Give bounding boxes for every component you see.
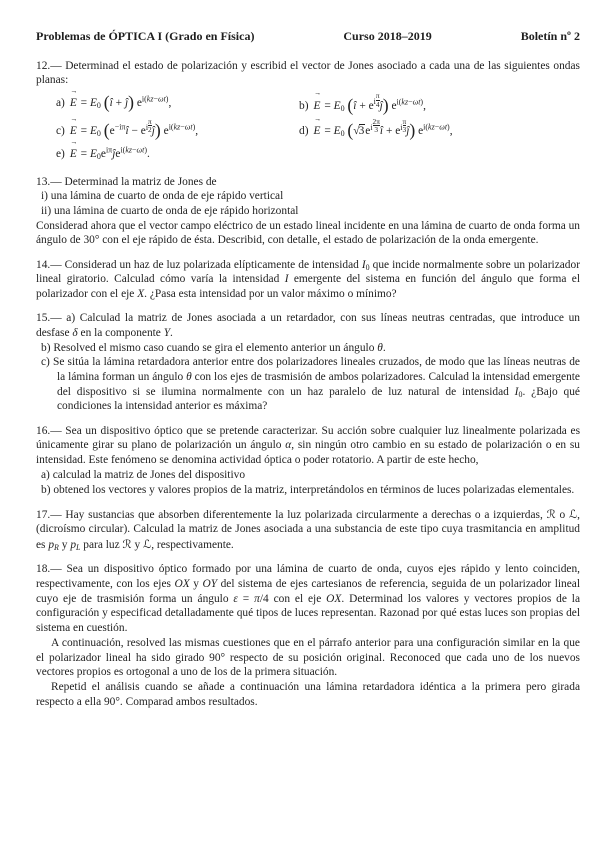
formula-12d (299, 118, 580, 143)
formula-12e-math: → $E = E_0e^{i\pi}ĵe^{i(kz-\omega t)}$. (70, 148, 150, 160)
problem-16 (36, 424, 580, 498)
formula-12b (299, 92, 580, 117)
page-body (36, 0, 580, 709)
formula-12a-label: a) (56, 97, 65, 110)
formula-12c-math: → $E = E_0$ ($e^{-i\pi}î - e^{i \frac{\pi}{2}}$ ĵ) $e^{i(kz-\omega t)}$, (70, 125, 198, 137)
header-bulletin: Boletín nº 2 (520, 29, 580, 43)
formula-12d-label: d) (299, 125, 309, 138)
problem-14-text: 14.— Considerad un haz de luz polarizada elípticamente de intensidad $I_0$ que incide normalmente sobre un polarizador lineal giratorio. Calculad cómo varía la intensidad I emergente del sistema en función del ángulo que forma el polarizador con el eje X. ¿Pasa esta intensidad por un valor máximo o mínimo? (36, 258, 580, 301)
formula-12c-label: c) (56, 125, 65, 138)
problem-13 (36, 175, 580, 249)
problem-15 (36, 311, 580, 414)
problem-18-para2: A continuación, resolved las mismas cuestiones que en el párrafo anterior para una configuración similar en la que el polarizador lineal ha sido girado 90° respecto de su posición original. Reconoced que cada uno de los nuevos vectores propios es ortogonal a uno de los de la primera situación. (36, 636, 580, 679)
problem-15-item-c: c) Se sitúa la lámina retardadora anterior entre dos polarizadores lineales cruzados, de modo que las líneas neutras de la lámina forman un ángulo θ con los ejes de trasmisión de ambos polarizadores. Calculad la intensidad emergente del dispositivo si se ilumina normalmente con un haz paralelo de luz natural de intensidad $I_0$. ¿Bajo qué condiciones la intensidad anterior es máxima? (41, 356, 580, 413)
formula-12b-math: → $E = E_0$ (î + $e^{i \frac{\pi}{4}}$ ĵ) $e^{i(kz-\omega t)}$, (314, 100, 426, 112)
problem-13-item-i: i) una lámina de cuarto de onda de eje rápido vertical (41, 190, 284, 203)
problem-12-formulas (36, 92, 580, 165)
problem-18-para1: 18.— Sea un dispositivo óptico formado por una lámina de cuarto de onda, cuyos ejes rápido y lento coinciden, respectivamente, con los ejes OX y OY del sistema de ejes cartesianos de referencia, seguida de un polarizador lineal cuyo eje de trasmisión forma un ángulo ε = π/4 con el eje OX. Determinad los valores y vectores propios de la configuración y especificad detalladamente qué tipos de luces representan. Razonad por qué estas luces son propias del sistema en cuestión. (36, 563, 581, 635)
formula-12e (56, 143, 299, 165)
problem-17-text: 17.— Hay sustancias que absorben diferentemente la luz polarizada circularmente a derechas o a izquierdas, ℛ o ℒ, (dicroísmo circular). Calculad la matriz de Jones asociada a una substancia de este tipo cuya trasmitancia en amplitud es $p_R$ y $p_L$ para luz ℛ y ℒ, respectivamente. (36, 506, 581, 553)
formula-12b-label: b) (299, 99, 309, 112)
problem-18-para3: Repetid el análisis cuando se añade a continuación una lámina retardadora idéntica a la primera pero girada respecto a ella 90°. Comparad ambos resultados. (36, 680, 580, 708)
problem-16-intro: 16.— Sea un dispositivo óptico que se pretende caracterizar. Su acción sobre cualquier luz linealmente polarizada es únicamente girar su plano de polarización un ángulo α, sin ningún otro cambio en su estado de polarización o en su intensidad. Este fenómeno se denomina actividad óptica o poder rotatorio. A partir de este hecho, (36, 424, 580, 467)
problem-16-item-a: a) calculad la matriz de Jones del dispositivo (41, 468, 246, 481)
problem-13-outro: Considerad ahora que el vector campo eléctrico de un estado lineal incidente en una lámina de cuarto de onda forma un ángulo de 30° con el eje rápido de ésta. Describid, con detalle, el estado de polarización de la onda emergente. (36, 219, 580, 247)
formula-12e-label: e) (56, 148, 65, 161)
formula-12c (56, 118, 299, 143)
header-title: Problemas de ÓPTICA I (Grado en Física) (36, 29, 255, 43)
problem-12 (36, 59, 580, 165)
problem-15-intro: 15.— a) Calculad la matriz de Jones asociada a un retardador, con sus líneas neutras centradas, que introduce un desfase δ en la componente Y. (36, 312, 580, 339)
problem-15-item-b: b) Resolved el mismo caso cuando se gira el elemento anterior un ángulo θ. (41, 341, 386, 354)
problem-13-intro: 13.— Determinad la matriz de Jones de (36, 175, 217, 188)
page-header (36, 29, 580, 44)
problem-16-item-b: b) obtened los vectores y valores propios de la matriz, interpretándolos en términos de luces polarizadas elementales. (41, 483, 575, 496)
problem-12-intro: 12.— Determinad el estado de polarización y escribid el vector de Jones asociado a cada una de las siguientes ondas planas: (36, 59, 580, 87)
formula-12a-math: → $E = E_0$ (î + ĵ) $e^{i(kz-\omega t)}$, (70, 97, 171, 109)
formula-12a (56, 92, 299, 117)
problem-14 (36, 258, 580, 302)
problem-17 (36, 507, 580, 553)
problem-18 (36, 562, 580, 709)
formula-12d-math: → $E = E_0$ ($√3e^{i \frac{2\pi}{3}}$ î + $e^{i \frac{\pi}{3}}$ ĵ) $e^{i(kz-\omega t)}$, (314, 125, 453, 137)
problem-13-item-ii: ii) una lámina de cuarto de onda de eje rápido horizontal (41, 205, 299, 218)
header-course: Curso 2018–2019 (343, 29, 432, 43)
